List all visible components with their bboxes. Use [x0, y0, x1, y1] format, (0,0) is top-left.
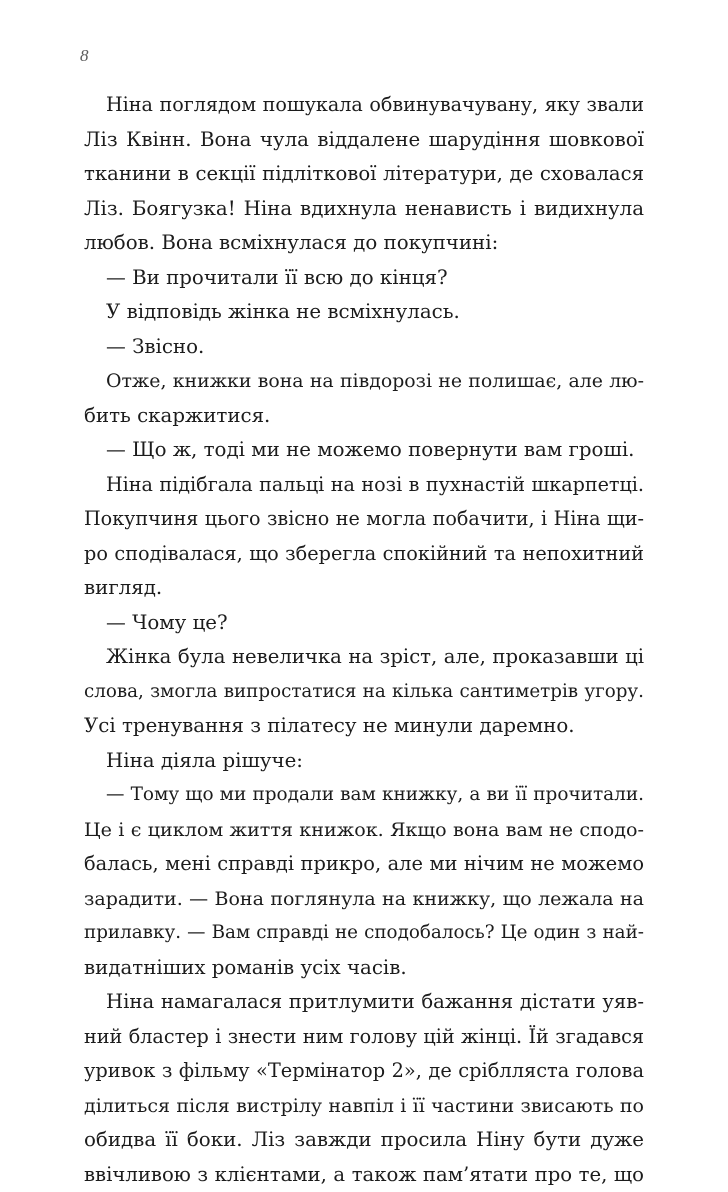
text-line: вигляд.	[84, 571, 644, 606]
text-line: Ніна намагалася притлумити бажання дістати уяв-	[84, 985, 644, 1020]
text-line: бить скаржитися.	[84, 399, 644, 434]
text-line: Отже, книжки вона на півдорозі не полишає, але лю-	[84, 364, 644, 399]
text-line: обидва її боки. Ліз завжди просила Ніну бути дуже	[84, 1123, 644, 1158]
text-line: У відповідь жінка не всміхнулась.	[84, 295, 644, 330]
text-line: ний бластер і знести ним голову цій жінці. Їй згадався	[84, 1020, 644, 1055]
text-line: — Що ж, тоді ми не можемо повернути вам гроші.	[84, 433, 644, 468]
text-line: слова, змогла випростатися на кілька сантиметрів угору.	[84, 675, 644, 710]
text-line: Ліз Квінн. Вона чула віддалене шарудіння шовкової	[84, 123, 644, 158]
text-line: прилавку. — Вам справді не сподобалось? Це один з най-	[84, 916, 644, 951]
text-line: — Звісно.	[84, 330, 644, 365]
body-text	[84, 88, 644, 1192]
text-line: Це і є циклом життя книжок. Якщо вона вам не сподо-	[84, 813, 644, 848]
text-line: Усі тренування з пілатесу не минули даремно.	[84, 709, 644, 744]
text-line: ділиться після вистрілу навпіл і її частини звисають по	[84, 1089, 644, 1124]
text-line: ввічливою з клієнтами, а також пам’ятати про те, що	[84, 1158, 644, 1192]
text-line: — Чому це?	[84, 606, 644, 641]
text-line: Ліз. Боягузка! Ніна вдихнула ненависть і видихнула	[84, 192, 644, 227]
text-line: Жінка була невеличка на зріст, але, проказавши ці	[84, 640, 644, 675]
text-line: — Тому що ми продали вам книжку, а ви її прочитали.	[84, 778, 644, 813]
text-line: Ніна діяла рішуче:	[84, 744, 644, 779]
text-line: Ніна поглядом пошукала обвинувачувану, яку звали	[84, 88, 644, 123]
text-line: Ніна підібгала пальці на нозі в пухнастій шкарпетці.	[84, 468, 644, 503]
text-line: — Ви прочитали її всю до кінця?	[84, 261, 644, 296]
text-line: зарадити. — Вона поглянула на книжку, що лежала на	[84, 882, 644, 917]
text-line: балась, мені справді прикро, але ми нічим не можемо	[84, 847, 644, 882]
text-line: ро сподівалася, що зберегла спокійний та непохитний	[84, 537, 644, 572]
text-line: тканини в секції підліткової літератури, де сховалася	[84, 157, 644, 192]
text-line: любов. Вона всміхнулася до покупчині:	[84, 226, 644, 261]
text-line: Покупчиня цього звісно не могла побачити, і Ніна щи-	[84, 502, 644, 537]
text-line: уривок з фільму «Термінатор 2», де сріблляста голова	[84, 1054, 644, 1089]
page-number: 8	[80, 46, 89, 66]
text-line: видатніших романів усіх часів.	[84, 951, 644, 986]
